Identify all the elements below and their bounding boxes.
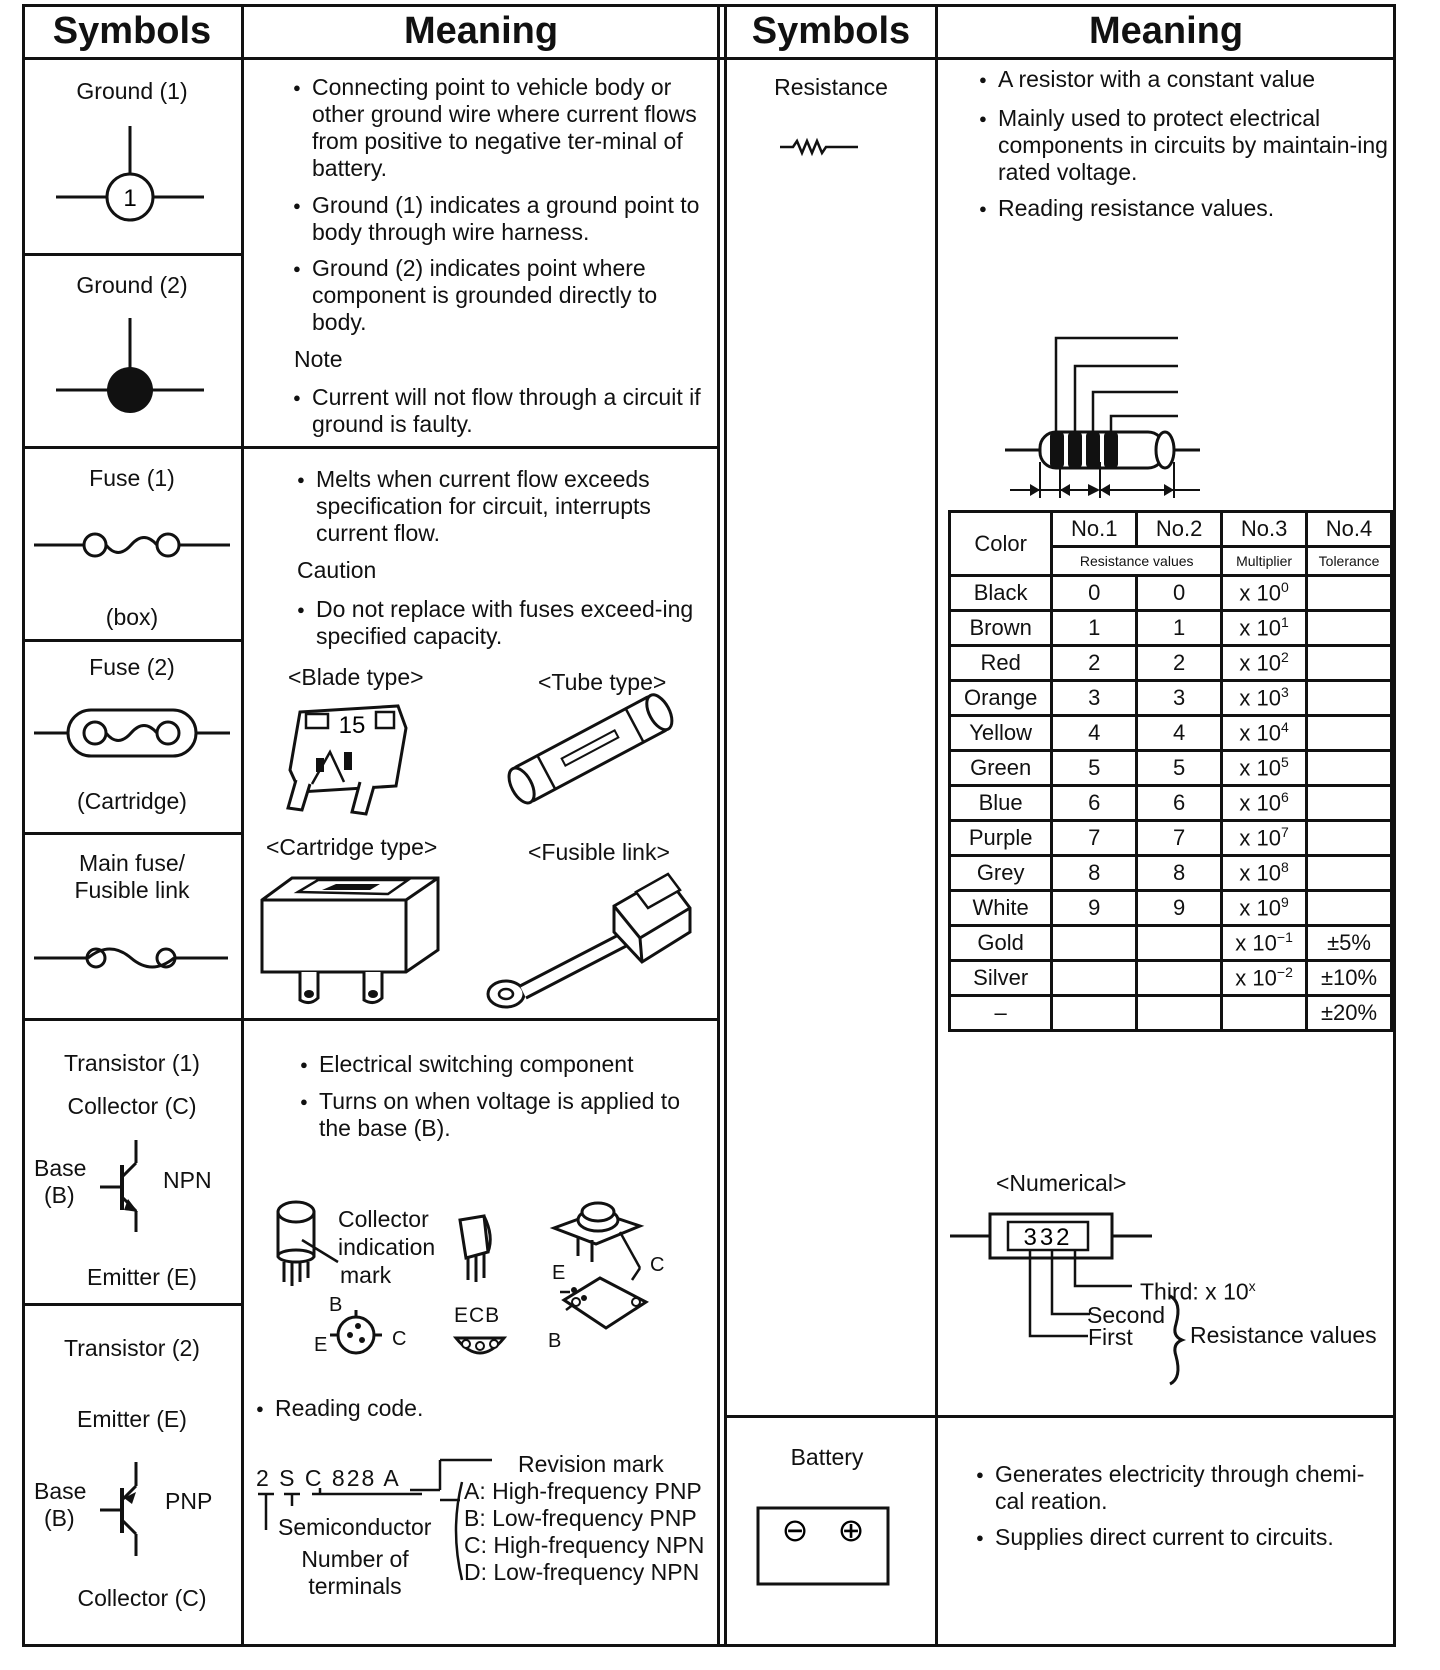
transistor-bullet-1: ● Electrical switching component [319, 1051, 709, 1078]
npn-label: NPN [163, 1167, 212, 1193]
blade-fuse-number: 15 [338, 712, 366, 739]
pin-c-label: C [392, 1328, 407, 1350]
multiplier-base: x 10 [1239, 615, 1281, 641]
battery-label: Battery [790, 1444, 864, 1470]
multiplier-base: x 10 [1239, 580, 1281, 606]
power-c-label: C [650, 1254, 665, 1276]
no1-cell: 8 [1052, 856, 1137, 891]
fuse-2-label: Fuse (2) [89, 654, 175, 680]
no2-cell: 3 [1137, 681, 1222, 716]
multiplier-exponent: 6 [1280, 789, 1289, 806]
battery-bullet-2: ● Supplies direct current to circuits. [995, 1524, 1390, 1551]
table-header-color: Color [950, 512, 1052, 576]
no2-cell: 9 [1137, 891, 1222, 926]
no2-cell: 4 [1137, 716, 1222, 751]
color-cell: Blue [950, 786, 1052, 821]
ground-bullet-1: ● Connecting point to vehicle body or other ground wire where current flows from positive to negative ter-minal of battery. [312, 74, 712, 182]
second-label: Second [1087, 1302, 1166, 1328]
revision-mark-label: Revision mark [518, 1451, 664, 1477]
color-cell: Brown [950, 611, 1052, 646]
ground-2-label: Ground (2) [76, 272, 188, 298]
collector-mark-line-3: mark [340, 1262, 392, 1288]
multiplier-exponent: −2 [1276, 964, 1293, 981]
transistor-2-b-label: (B) [44, 1505, 75, 1531]
multiplier-base: x 10 [1239, 895, 1281, 921]
tube-type-label: <Tube type> [538, 669, 667, 695]
multiplier-base: x 10 [1239, 860, 1281, 886]
color-cell: Silver [950, 961, 1052, 996]
header-symbols-right: Symbols [751, 10, 911, 52]
transistor-code: 2 S C 828 A [256, 1465, 401, 1491]
pnp-label: PNP [165, 1488, 213, 1514]
revision-d: D: Low-frequency NPN [464, 1559, 700, 1585]
terminals-label: terminals [308, 1573, 402, 1599]
semiconductor-label: Semiconductor [278, 1514, 432, 1540]
table-sub-tolerance: Tolerance [1307, 547, 1392, 576]
multiplier-exponent: 1 [1280, 614, 1289, 631]
fuse-bullet-1: ● Melts when current flow exceeds specification for circuit, interrupts current flow. [316, 466, 706, 547]
no1-cell: 7 [1052, 821, 1137, 856]
third-exponent: x [1248, 1278, 1256, 1294]
transistor-1-collector-label: Collector (C) [67, 1093, 197, 1119]
tolerance-cell: ±20% [1307, 996, 1392, 1031]
power-b-label: B [548, 1330, 562, 1352]
color-cell: White [950, 891, 1052, 926]
numerical-code: 332 [1023, 1224, 1073, 1251]
multiplier-exponent: 9 [1280, 894, 1289, 911]
pin-b-label: B [329, 1294, 343, 1316]
fusible-link-label: Fusible link [74, 877, 190, 903]
ground-bullet-3: ● Ground (2) indicates point where component is grounded directly to body. [312, 255, 712, 336]
no1-cell: 2 [1052, 646, 1137, 681]
multiplier-base: x 10 [1239, 720, 1281, 746]
transistor-2-label: Transistor (2) [64, 1335, 200, 1361]
multiplier-exponent: 8 [1280, 859, 1289, 876]
color-cell: Yellow [950, 716, 1052, 751]
blade-type-label: <Blade type> [288, 664, 424, 690]
ground-note-label: Note [294, 346, 343, 372]
ecb-label: ECB [454, 1304, 501, 1327]
main-fuse-label: Main fuse/ [78, 850, 186, 876]
transistor-1-emitter-label: Emitter (E) [87, 1264, 197, 1290]
no1-cell: 4 [1052, 716, 1137, 751]
color-cell: – [950, 996, 1052, 1031]
cartridge-type-label: <Cartridge type> [266, 834, 438, 860]
no2-cell: 1 [1137, 611, 1222, 646]
revision-b: B: Low-frequency PNP [464, 1505, 697, 1531]
color-cell: Gold [950, 926, 1052, 961]
collector-mark-line-2: indication [338, 1234, 436, 1260]
pin-e-label: E [314, 1334, 328, 1356]
multiplier-exponent: 5 [1280, 754, 1289, 771]
multiplier-exponent: 3 [1280, 684, 1289, 701]
no2-cell: 7 [1137, 821, 1222, 856]
reading-code-bullet: ● Reading code. [275, 1395, 575, 1422]
fuse-cartridge-label: (Cartridge) [77, 788, 187, 814]
color-cell: Purple [950, 821, 1052, 856]
no1-cell: 9 [1052, 891, 1137, 926]
resistance-bullet-1: ● A resistor with a constant value [998, 66, 1388, 93]
transistor-bullet-2: ● Turns on when voltage is applied to the base (B). [319, 1088, 709, 1142]
resistance-bullet-2: ● Mainly used to protect electrical components in circuits by maintain-ing rated voltage. [998, 105, 1388, 186]
multiplier-exponent: 4 [1280, 719, 1289, 736]
collector-mark-line-1: Collector [338, 1206, 429, 1232]
revision-a: A: High-frequency PNP [464, 1478, 702, 1504]
third-text: Third: x 10 [1140, 1278, 1249, 1305]
fuse-box-label: (box) [105, 604, 159, 630]
multiplier-base: x 10 [1239, 685, 1281, 711]
table-header-no1: No.1 [1052, 512, 1137, 547]
header-meaning-left: Meaning [403, 10, 559, 52]
no1-cell: 0 [1052, 576, 1137, 611]
no1-cell: 1 [1052, 611, 1137, 646]
resistance-values-label: Resistance values [1190, 1322, 1377, 1348]
multiplier-base: x 10 [1235, 930, 1277, 956]
color-cell: Green [950, 751, 1052, 786]
table-sub-resistance: Resistance values [1052, 547, 1222, 576]
multiplier-base: x 10 [1239, 790, 1281, 816]
header-meaning-right: Meaning [1088, 10, 1244, 52]
resistance-label: Resistance [774, 74, 888, 100]
number-of-label: Number of [301, 1546, 409, 1572]
ground-1-number: 1 [123, 185, 137, 212]
no1-cell: 6 [1052, 786, 1137, 821]
fuse-1-label: Fuse (1) [89, 465, 175, 491]
header-symbols-left: Symbols [52, 10, 212, 52]
ground-1-label: Ground (1) [76, 78, 188, 104]
table-header-no2: No.2 [1137, 512, 1222, 547]
battery-bullet-1: ● Generates electricity through chemi-cal reation. [995, 1461, 1390, 1515]
multiplier-base: x 10 [1239, 650, 1281, 676]
transistor-1-label: Transistor (1) [64, 1050, 200, 1076]
multiplier-exponent: −1 [1276, 929, 1293, 946]
color-cell: Grey [950, 856, 1052, 891]
resistance-bullet-3: ● Reading resistance values. [998, 195, 1388, 222]
no2-cell: 5 [1137, 751, 1222, 786]
revision-c: C: High-frequency NPN [464, 1532, 705, 1558]
transistor-2-emitter-label: Emitter (E) [77, 1406, 187, 1432]
no2-cell: 2 [1137, 646, 1222, 681]
table-header-no4: No.4 [1307, 512, 1392, 547]
no2-cell: 6 [1137, 786, 1222, 821]
fuse-caution-label: Caution [297, 557, 377, 583]
power-e-label: E [552, 1262, 566, 1284]
color-cell: Black [950, 576, 1052, 611]
numerical-label: <Numerical> [996, 1170, 1127, 1196]
color-cell: Orange [950, 681, 1052, 716]
transistor-2-base-label: Base [34, 1478, 87, 1504]
ground-note-bullet: ● Current will not flow through a circuit if ground is faulty. [312, 384, 712, 438]
fuse-bullet-2: ● Do not replace with fuses exceed-ing specified capacity. [316, 596, 706, 650]
no1-cell: 3 [1052, 681, 1137, 716]
tolerance-cell: ±5% [1307, 926, 1392, 961]
color-cell: Red [950, 646, 1052, 681]
transistor-1-b-label: (B) [44, 1182, 75, 1208]
table-sub-multiplier: Multiplier [1222, 547, 1307, 576]
no2-cell: 0 [1137, 576, 1222, 611]
transistor-2-collector-label: Collector (C) [77, 1585, 207, 1611]
transistor-1-base-label: Base [34, 1155, 87, 1181]
first-label: First [1088, 1324, 1133, 1350]
battery-minus: ⊖ [781, 1511, 809, 1549]
ground-bullet-2: ● Ground (1) indicates a ground point to body through wire harness. [312, 192, 712, 246]
no1-cell: 5 [1052, 751, 1137, 786]
fusible-link-type-label: <Fusible link> [528, 839, 670, 865]
no2-cell: 8 [1137, 856, 1222, 891]
multiplier-exponent: 2 [1280, 649, 1289, 666]
multiplier-base: x 10 [1239, 755, 1281, 781]
multiplier-exponent: 0 [1280, 579, 1289, 596]
multiplier-base: x 10 [1239, 825, 1281, 851]
multiplier-base: x 10 [1235, 965, 1277, 991]
multiplier-exponent: 7 [1280, 824, 1289, 841]
table-header-no3: No.3 [1222, 512, 1307, 547]
tolerance-cell: ±10% [1307, 961, 1392, 996]
battery-plus: ⊕ [837, 1511, 865, 1549]
